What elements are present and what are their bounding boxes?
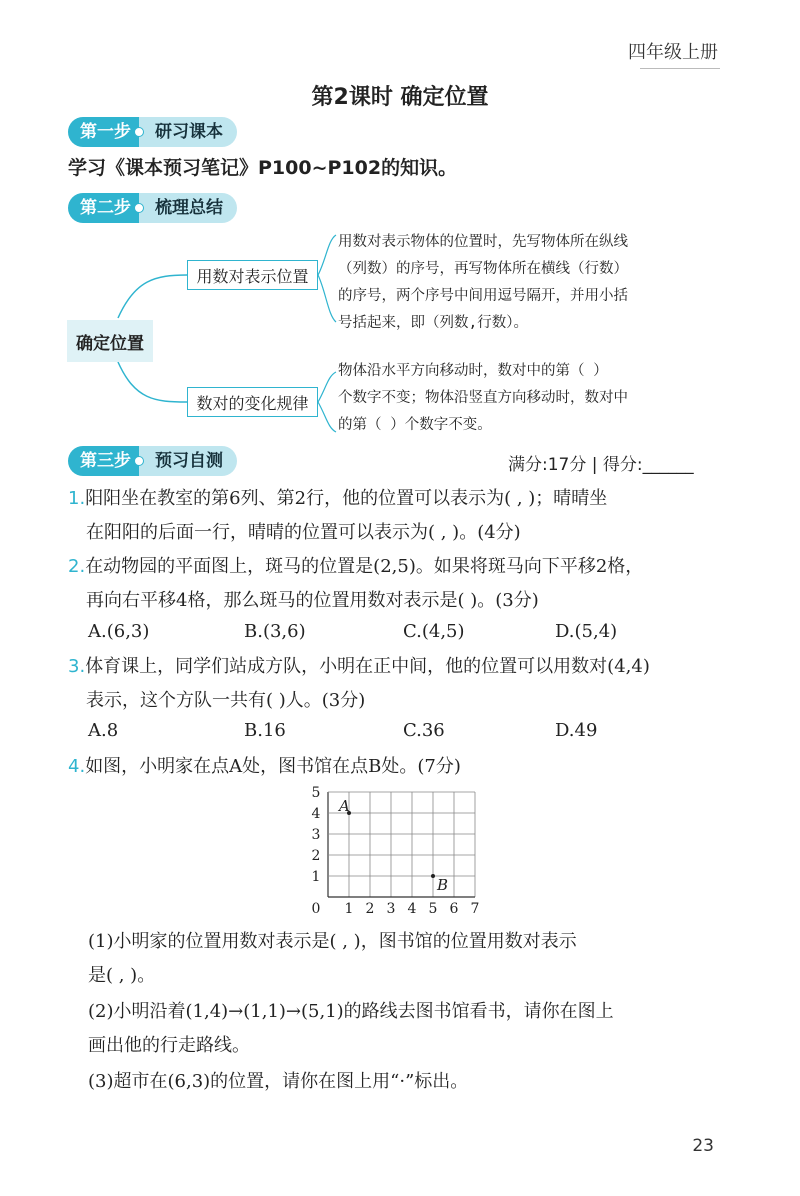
mindmap-branch2-label: 数对的变化规律 [187,387,318,417]
q4-part1-line1: (1)小明家的位置用数对表示是( , )，图书馆的位置用数对表示 [88,931,577,952]
branch2-line: 的第（ ）个数字不变。 [338,417,492,433]
point-label: A [339,797,350,815]
question-text: 在动物园的平面图上，斑马的位置是(2,5)。如果将斑马向下平移2格， [85,556,644,577]
y-tick-label: 2 [311,848,321,864]
step1-text: 学习《课本预习笔记》P100~P102的知识。 [68,157,458,179]
q2-option-b[interactable]: B.(3,6) [244,621,306,642]
x-tick-label: 3 [386,901,396,917]
q2-option-d[interactable]: D.(5,4) [555,621,618,642]
bullet-dot-icon [134,456,144,466]
step2-number: 第二步 [68,193,139,223]
q3-option-d[interactable]: D.49 [555,720,598,741]
point-b [431,874,435,878]
question-text: 体育课上，同学们站成方队，小明在正中间，他的位置可以用数对(4,4) [85,656,650,677]
branch2-line: 个数字不变；物体沿竖直方向移动时，数对中 [338,390,628,406]
step3-name-text: 预习自测 [155,451,223,471]
y-tick-label: 3 [311,827,321,843]
step3-banner [68,446,237,476]
coordinate-grid[interactable] [300,785,500,920]
q4-part2-line1: (2)小明沿着(1,4)→(1,1)→(5,1)的路线去图书馆看书，请你在图上 [88,1001,614,1022]
x-tick-label: 0 [311,901,321,917]
q4-part1-line2: 是( , )。 [88,965,156,986]
step1-name-text: 研习课本 [155,122,223,142]
branch1-line: 的序号，两个序号中间用逗号隔开，并用小括 [338,288,628,304]
q2-option-c[interactable]: C.(4,5) [403,621,465,642]
lesson-title: 第2课时 确定位置 [311,85,489,110]
y-tick-label: 4 [311,806,321,822]
mindmap-root: 确定位置 [67,320,153,362]
q4-part3: (3)超市在(6,3)的位置，请你在图上用“·”标出。 [88,1071,469,1092]
q3-option-a[interactable]: A.8 [88,720,119,741]
branch1-line: （列数）的序号，再写物体所在横线（行数） [338,261,628,277]
step2-name-text: 梳理总结 [155,198,223,218]
step3-name [139,446,237,476]
question-text: 再向右平移4格，那么斑马的位置用数对表示是( )。(3分) [86,590,539,611]
page-number: 23 [692,1136,714,1156]
q3-option-b[interactable]: B.16 [244,720,286,741]
question-text: 阳阳坐在教室的第6列、第2行，他的位置可以表示为( , )；晴晴坐 [85,488,608,509]
question-3 [68,650,728,718]
score-line: 满分:17分 | 得分:______ [508,455,694,475]
question-text: 如图，小明家在点A处，图书馆在点B处。(7分) [85,756,461,777]
x-tick-label: 6 [449,901,459,917]
question-4 [68,750,728,784]
point-label: B [437,876,449,894]
question-number: 4. [68,756,86,777]
x-tick-label: 2 [365,901,375,917]
question-1 [68,482,728,550]
mindmap-branch1-label: 用数对表示位置 [187,260,318,290]
question-text: 表示，这个方队一共有( )人。(3分) [86,690,366,711]
q4-part2-line2: 画出他的行走路线。 [88,1035,250,1056]
question-4-parts [88,925,728,1099]
grade-label: 四年级上册 [628,42,718,63]
branch2-line: 物体沿水平方向移动时，数对中的第（ ） [338,363,608,379]
question-text: 在阳阳的后面一行，晴晴的位置可以表示为( , )。(4分) [86,522,521,543]
q2-option-a[interactable]: A.(6,3) [88,621,150,642]
question-2 [68,550,728,618]
branch1-line: 号括起来，即（列数,行数）。 [338,315,528,331]
question-number: 1. [68,488,86,509]
x-tick-label: 4 [407,901,417,917]
y-tick-label: 1 [311,869,321,885]
step1-number: 第一步 [68,117,139,147]
question-number: 3. [68,656,86,677]
x-tick-label: 1 [344,901,354,917]
step3-number: 第三步 [68,446,139,476]
branch1-description [338,229,628,337]
branch1-line: 用数对表示物体的位置时，先写物体所在纵线 [338,234,628,250]
branch2-description [338,358,628,439]
x-tick-label: 7 [470,901,480,917]
q3-option-c[interactable]: C.36 [403,720,445,741]
x-tick-label: 5 [428,901,438,917]
y-tick-label: 5 [311,785,321,801]
question-number: 2. [68,556,86,577]
